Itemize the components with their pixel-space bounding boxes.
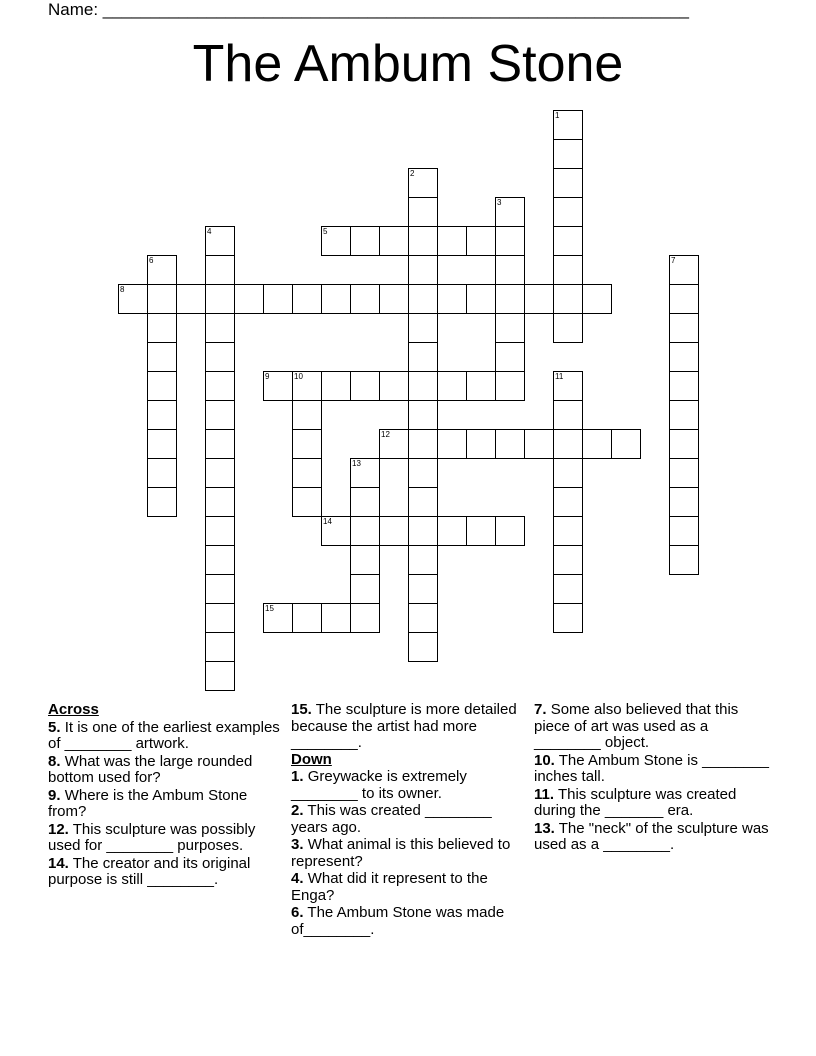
grid-clue-number: 10 [294, 372, 303, 381]
grid-clue-number: 8 [120, 285, 125, 294]
grid-cell[interactable] [147, 313, 177, 343]
grid-cell[interactable] [408, 197, 438, 227]
grid-cell[interactable] [582, 284, 612, 314]
grid-cell[interactable] [263, 284, 293, 314]
grid-cell[interactable] [205, 313, 235, 343]
grid-cell[interactable] [205, 632, 235, 662]
grid-cell[interactable] [437, 371, 467, 401]
grid-cell[interactable] [669, 342, 699, 372]
grid-clue-number: 12 [381, 430, 390, 439]
clue-across-15: 15. The sculpture is more detailed because the artist had more ________. [291, 701, 517, 751]
grid-clue-number: 1 [555, 111, 560, 120]
clue-down-4: 4. What did it represent to the Enga? [291, 870, 488, 904]
grid-cell[interactable] [669, 516, 699, 546]
grid-cell[interactable] [147, 255, 177, 285]
grid-clue-number: 14 [323, 517, 332, 526]
grid-cell[interactable] [292, 603, 322, 633]
grid-cell[interactable] [495, 284, 525, 314]
grid-cell[interactable] [553, 255, 583, 285]
grid-cell[interactable] [495, 226, 525, 256]
grid-cell[interactable] [669, 371, 699, 401]
grid-cell[interactable] [321, 371, 351, 401]
grid-cell[interactable] [408, 574, 438, 604]
grid-clue-number: 3 [497, 198, 502, 207]
grid-cell[interactable] [205, 516, 235, 546]
clue-down-11: 11. This sculpture was created during the _______ era. [534, 785, 737, 819]
grid-cell[interactable] [205, 255, 235, 285]
grid-clue-number: 4 [207, 227, 212, 236]
grid-cell[interactable] [147, 458, 177, 488]
grid-cell[interactable] [669, 545, 699, 575]
grid-cell[interactable] [350, 516, 380, 546]
grid-cell[interactable] [553, 284, 583, 314]
grid-cell[interactable] [205, 545, 235, 575]
grid-cell[interactable] [205, 284, 235, 314]
grid-cell[interactable] [437, 226, 467, 256]
clue-down-13: 13. The "neck" of the sculpture was used as a ________. [534, 819, 769, 853]
grid-cell[interactable] [350, 487, 380, 517]
grid-cell[interactable] [466, 226, 496, 256]
grid-cell[interactable] [553, 313, 583, 343]
grid-cell[interactable] [408, 458, 438, 488]
clue-down-6: 6. The Ambum Stone was made of________. [291, 904, 505, 938]
grid-cell[interactable] [553, 429, 583, 459]
clues-column-3 [534, 702, 770, 854]
grid-cell[interactable] [292, 487, 322, 517]
grid-cell[interactable] [147, 400, 177, 430]
grid-cell[interactable] [669, 284, 699, 314]
grid-cell[interactable] [408, 487, 438, 517]
name-field-label: Name: ______________________________________________________________ [48, 0, 689, 19]
grid-cell[interactable] [379, 429, 409, 459]
page-title: The Ambum Stone [192, 35, 624, 93]
clues-column-1 [48, 702, 284, 889]
grid-cell[interactable] [379, 516, 409, 546]
grid-cell[interactable] [669, 458, 699, 488]
grid-cell[interactable] [350, 284, 380, 314]
grid-cell[interactable] [495, 313, 525, 343]
grid-cell[interactable] [321, 284, 351, 314]
grid-cell[interactable] [147, 284, 177, 314]
clue-across-14: 14. The creator and its original purpose is still ________. [48, 854, 251, 888]
grid-cell[interactable] [553, 168, 583, 198]
grid-cell[interactable] [350, 603, 380, 633]
grid-clue-number: 2 [410, 169, 415, 178]
clue-down-1: 1. Greywacke is extremely ________ to its owner. [291, 768, 467, 802]
grid-clue-number: 11 [555, 372, 564, 381]
grid-cell[interactable] [408, 545, 438, 575]
grid-clue-number: 6 [149, 256, 154, 265]
grid-cell[interactable] [205, 603, 235, 633]
grid-cell[interactable] [292, 284, 322, 314]
grid-cell[interactable] [553, 371, 583, 401]
grid-cell[interactable] [466, 371, 496, 401]
clue-across-9: 9. Where is the Ambum Stone from? [48, 786, 248, 820]
grid-cell[interactable] [553, 516, 583, 546]
grid-cell[interactable] [553, 545, 583, 575]
grid-cell[interactable] [408, 255, 438, 285]
grid-cell[interactable] [408, 371, 438, 401]
grid-cell[interactable] [437, 516, 467, 546]
grid-cell[interactable] [350, 574, 380, 604]
grid-cell[interactable] [379, 226, 409, 256]
grid-cell[interactable] [234, 284, 264, 314]
grid-cell[interactable] [669, 487, 699, 517]
grid-cell[interactable] [321, 516, 351, 546]
grid-cell[interactable] [466, 284, 496, 314]
grid-clue-number: 5 [323, 227, 328, 236]
clue-across-5: 5. It is one of the earliest examples of ________ artwork. [48, 718, 280, 752]
grid-cell[interactable] [350, 458, 380, 488]
clue-down-7: 7. Some also believed that this piece of art was used as a ________ object. [534, 701, 739, 751]
grid-cell[interactable] [292, 400, 322, 430]
grid-cell[interactable] [553, 226, 583, 256]
grid-clue-number: 9 [265, 372, 270, 381]
grid-cell[interactable] [147, 487, 177, 517]
grid-cell[interactable] [553, 458, 583, 488]
grid-cell[interactable] [408, 400, 438, 430]
clue-across-12: 12. This sculpture was possibly used for ________ purposes. [48, 820, 256, 854]
grid-cell[interactable] [205, 429, 235, 459]
grid-cell[interactable] [408, 284, 438, 314]
grid-cell[interactable] [205, 487, 235, 517]
grid-cell[interactable] [292, 429, 322, 459]
grid-cell[interactable] [147, 371, 177, 401]
grid-cell[interactable] [582, 429, 612, 459]
grid-cell[interactable] [553, 139, 583, 169]
grid-cell[interactable] [205, 371, 235, 401]
grid-cell[interactable] [408, 429, 438, 459]
grid-cell[interactable] [292, 458, 322, 488]
grid-cell[interactable] [524, 429, 554, 459]
grid-cell[interactable] [321, 226, 351, 256]
grid-cell[interactable] [205, 342, 235, 372]
grid-cell[interactable] [553, 487, 583, 517]
grid-cell[interactable] [205, 574, 235, 604]
clue-down-3: 3. What animal is this believed to represent? [291, 836, 511, 870]
grid-cell[interactable] [263, 603, 293, 633]
grid-cell[interactable] [495, 255, 525, 285]
grid-cell[interactable] [408, 632, 438, 662]
grid-cell[interactable] [379, 284, 409, 314]
grid-cell[interactable] [495, 197, 525, 227]
grid-cell[interactable] [553, 574, 583, 604]
grid-cell[interactable] [408, 168, 438, 198]
grid-cell[interactable] [669, 400, 699, 430]
grid-cell[interactable] [466, 429, 496, 459]
grid-cell[interactable] [408, 603, 438, 633]
grid-cell[interactable] [437, 284, 467, 314]
grid-cell[interactable] [118, 284, 148, 314]
grid-cell[interactable] [350, 371, 380, 401]
clue-down-2: 2. This was created ________ years ago. [291, 802, 492, 836]
grid-cell[interactable] [611, 429, 641, 459]
grid-cell[interactable] [350, 226, 380, 256]
grid-cell[interactable] [147, 429, 177, 459]
clues-column-2 [291, 702, 525, 938]
grid-cell[interactable] [205, 226, 235, 256]
grid-cell[interactable] [553, 110, 583, 140]
grid-cell[interactable] [408, 226, 438, 256]
grid-cell[interactable] [205, 661, 235, 691]
down-heading: Down [291, 750, 332, 768]
grid-clue-number: 13 [352, 459, 361, 468]
grid-cell[interactable] [553, 603, 583, 633]
grid-cell[interactable] [379, 371, 409, 401]
grid-cell[interactable] [350, 545, 380, 575]
grid-cell[interactable] [524, 284, 554, 314]
grid-cell[interactable] [321, 603, 351, 633]
across-heading: Across [48, 701, 99, 718]
grid-cell[interactable] [495, 371, 525, 401]
grid-cell[interactable] [553, 400, 583, 430]
grid-cell[interactable] [408, 313, 438, 343]
grid-cell[interactable] [669, 429, 699, 459]
grid-cell[interactable] [263, 371, 293, 401]
clue-across-8: 8. What was the large rounded bottom used for? [48, 752, 253, 786]
grid-cell[interactable] [495, 516, 525, 546]
grid-cell[interactable] [437, 429, 467, 459]
grid-cell[interactable] [669, 313, 699, 343]
grid-cell[interactable] [669, 255, 699, 285]
grid-clue-number: 15 [265, 604, 274, 613]
grid-cell[interactable] [495, 429, 525, 459]
grid-cell[interactable] [205, 458, 235, 488]
grid-cell[interactable] [205, 400, 235, 430]
grid-cell[interactable] [495, 342, 525, 372]
grid-cell[interactable] [466, 516, 496, 546]
grid-cell[interactable] [176, 284, 206, 314]
grid-cell[interactable] [408, 516, 438, 546]
grid-cell[interactable] [292, 371, 322, 401]
grid-clue-number: 7 [671, 256, 676, 265]
grid-cell[interactable] [147, 342, 177, 372]
clue-down-10: 10. The Ambum Stone is ________ inches tall. [534, 751, 769, 785]
grid-cell[interactable] [553, 197, 583, 227]
grid-cell[interactable] [408, 342, 438, 372]
